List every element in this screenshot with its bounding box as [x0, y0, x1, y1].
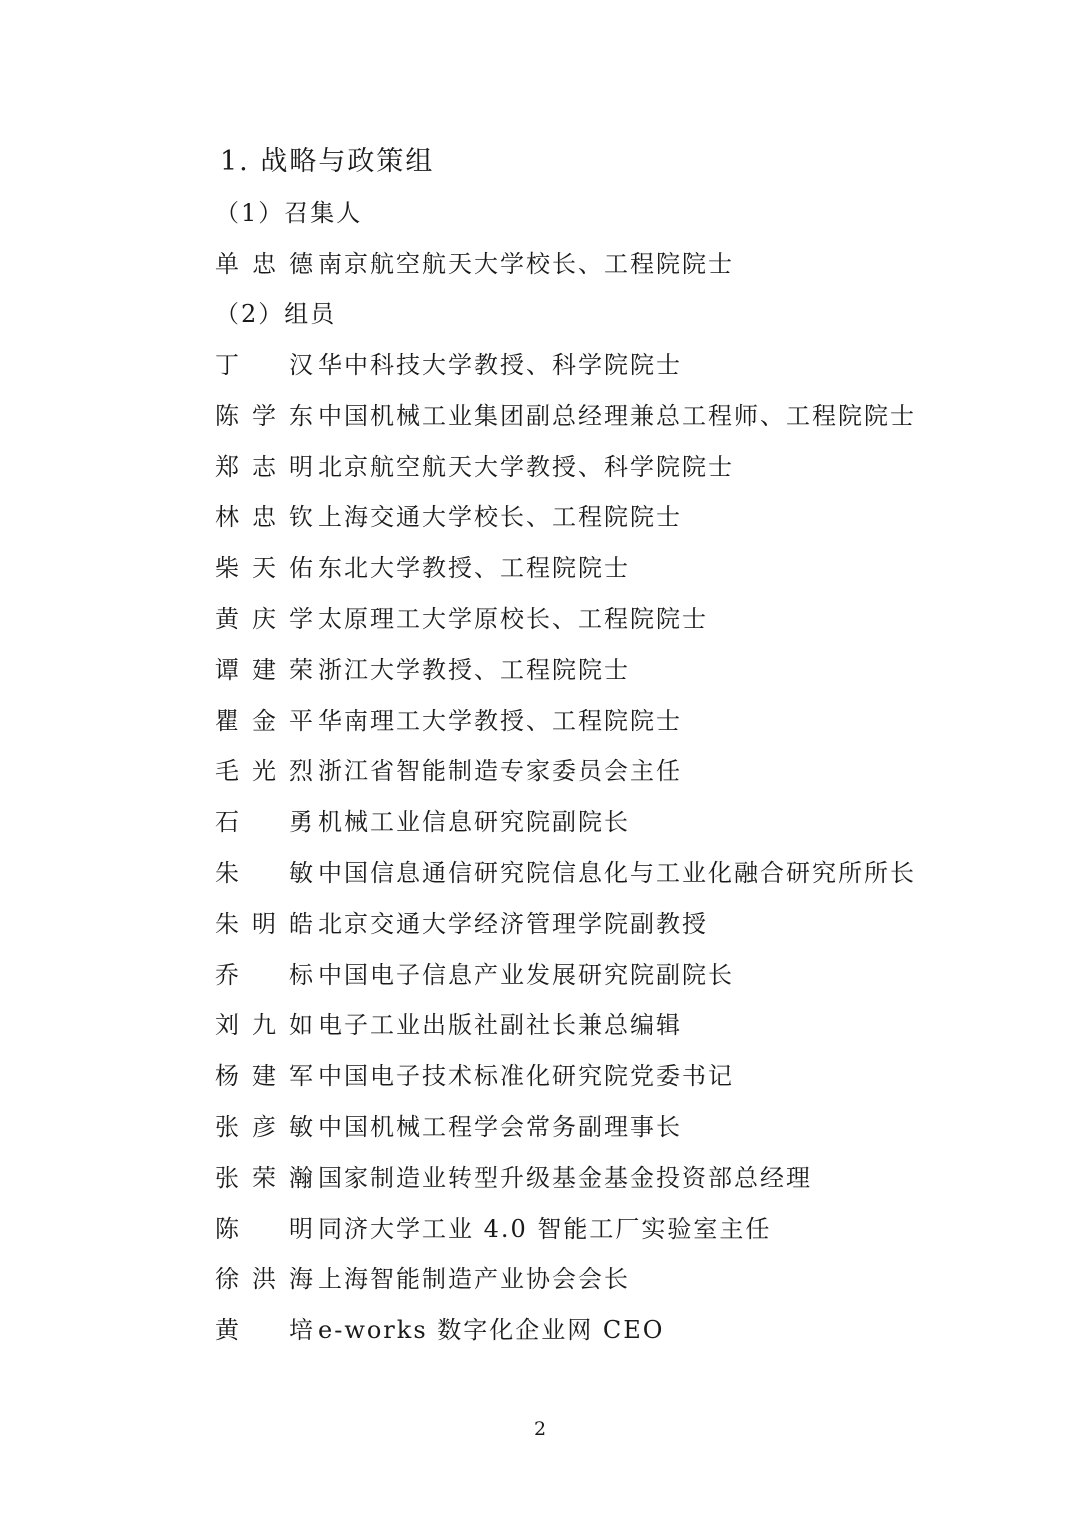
member-title: e-works 数字化企业网 CEO — [318, 1316, 665, 1345]
member-title: 太原理工大学原校长、工程院院士 — [318, 605, 708, 633]
member-name: 乔 标 — [215, 960, 315, 989]
member-title: 机械工业信息研究院副院长 — [318, 808, 630, 837]
member-row — [215, 1211, 772, 1247]
member-row — [215, 652, 630, 688]
member-row — [215, 804, 630, 840]
member-title: 中国机械工业集团副总经理兼总工程师、工程院院士 — [318, 401, 916, 430]
member-row — [215, 449, 734, 485]
member-row — [215, 601, 708, 637]
member-row — [215, 1007, 682, 1043]
member-row — [215, 855, 916, 891]
member-name: 瞿金平 — [215, 706, 315, 735]
member-name: 丁 汉 — [215, 351, 315, 379]
member-title: 同济大学工业 4.0 智能工厂实验室主任 — [318, 1214, 772, 1243]
member-name: 朱明皓 — [215, 909, 315, 938]
member-name: 杨建军 — [215, 1062, 315, 1091]
member-name: 陈学东 — [215, 401, 315, 430]
member-name: 毛光烈 — [215, 757, 315, 786]
member-row — [215, 957, 734, 993]
member-name: 谭建荣 — [215, 655, 315, 684]
member-name: 单忠德 — [215, 250, 315, 278]
member-row — [215, 398, 916, 434]
member-title: 中国电子信息产业发展研究院副院长 — [318, 960, 734, 989]
convener-row — [215, 246, 734, 282]
member-title: 上海智能制造产业协会会长 — [318, 1265, 630, 1294]
member-row — [215, 703, 682, 739]
member-row — [215, 906, 708, 942]
member-name: 张荣瀚 — [215, 1163, 315, 1192]
member-name: 朱 敏 — [215, 859, 315, 887]
member-title: 华中科技大学教授、科学院院士 — [318, 351, 682, 379]
member-title: 北京航空航天大学教授、科学院院士 — [318, 452, 734, 481]
convener-heading: （1）召集人 — [215, 199, 363, 227]
member-title: 国家制造业转型升级基金基金投资部总经理 — [318, 1163, 812, 1192]
member-row — [215, 550, 630, 586]
member-name: 郑志明 — [215, 452, 315, 481]
page-number: 2 — [533, 1418, 547, 1440]
member-row — [215, 347, 682, 383]
member-name: 徐洪海 — [215, 1265, 315, 1294]
section-title: 1. 战略与政策组 — [220, 146, 435, 177]
member-title: 中国电子技术标准化研究院党委书记 — [318, 1062, 734, 1091]
member-title: 南京航空航天大学校长、工程院院士 — [318, 250, 734, 278]
member-row — [215, 499, 682, 535]
members-heading: （2）组员 — [215, 300, 337, 328]
member-title: 中国信息通信研究院信息化与工业化融合研究所所长 — [318, 859, 916, 887]
member-name: 黄 培 — [215, 1316, 315, 1345]
member-title: 上海交通大学校长、工程院院士 — [318, 503, 682, 532]
member-row — [215, 753, 682, 789]
member-name: 黄庆学 — [215, 605, 315, 633]
member-title: 华南理工大学教授、工程院院士 — [318, 706, 682, 735]
member-title: 电子工业出版社副社长兼总编辑 — [318, 1011, 682, 1040]
member-title: 浙江省智能制造专家委员会主任 — [318, 757, 682, 786]
member-title: 东北大学教授、工程院院士 — [318, 554, 630, 583]
member-name: 柴天佑 — [215, 554, 315, 583]
member-name: 刘九如 — [215, 1011, 315, 1040]
member-row — [215, 1261, 630, 1297]
member-name: 林忠钦 — [215, 503, 315, 532]
member-name: 陈 明 — [215, 1214, 315, 1243]
member-row — [215, 1160, 812, 1196]
member-title: 中国机械工程学会常务副理事长 — [318, 1113, 682, 1141]
member-title: 浙江大学教授、工程院院士 — [318, 655, 630, 684]
member-title: 北京交通大学经济管理学院副教授 — [318, 909, 708, 938]
member-row — [215, 1058, 734, 1094]
member-row — [215, 1109, 682, 1145]
member-name: 石 勇 — [215, 808, 315, 837]
member-row — [215, 1312, 665, 1348]
member-name: 张彦敏 — [215, 1113, 315, 1141]
